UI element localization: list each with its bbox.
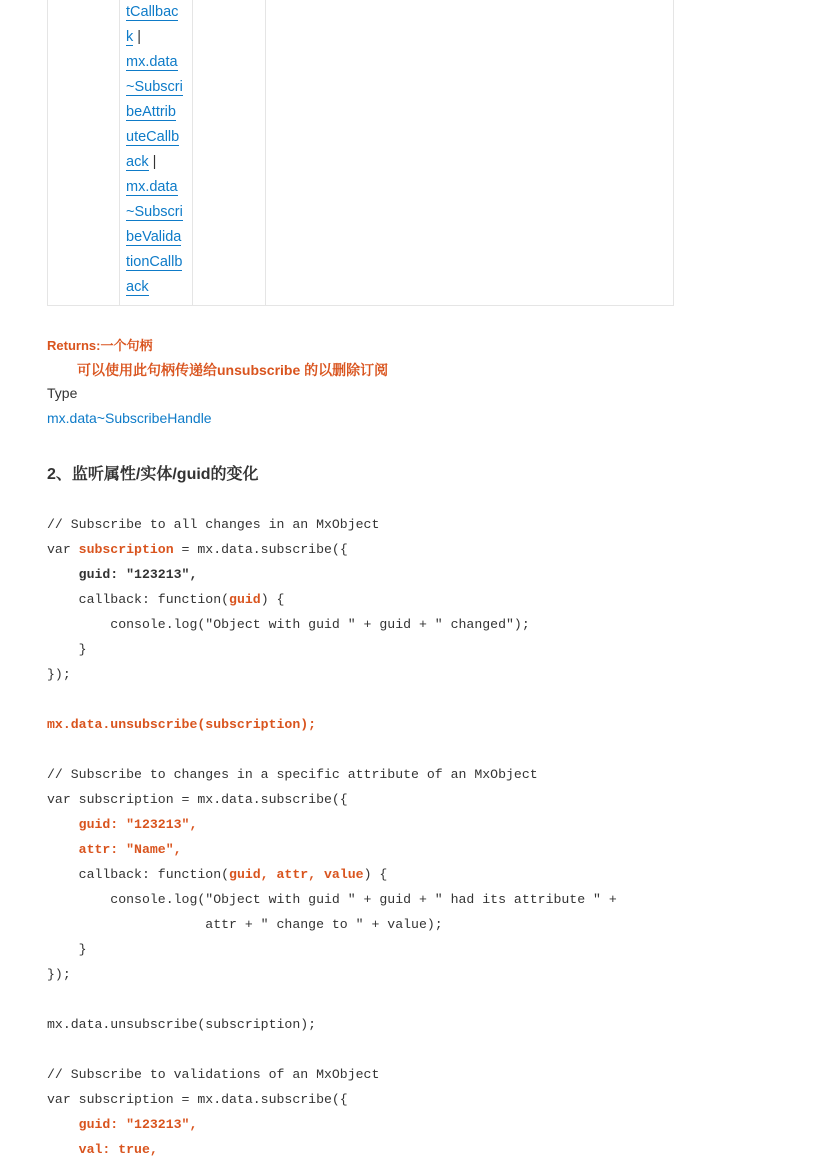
code-line: var subscription = mx.data.subscribe({ bbox=[47, 1092, 348, 1107]
code-line bbox=[47, 987, 617, 1012]
code-line: console.log("Object with guid " + guid + " had its attribute " + bbox=[47, 892, 617, 907]
code-line: } bbox=[47, 942, 87, 957]
table-column-divider bbox=[192, 0, 193, 305]
code-line: // Subscribe to all changes in an MxObject bbox=[47, 517, 380, 532]
code-line: attr: "Name", bbox=[78, 842, 182, 857]
type-value-link[interactable]: mx.data~SubscribeHandle bbox=[47, 410, 212, 426]
returns-title: Returns:一个句柄 bbox=[47, 338, 153, 353]
code-line: guid: "123213", bbox=[78, 1117, 198, 1132]
type-link[interactable]: beAttrib bbox=[126, 104, 176, 120]
link-separator: | bbox=[133, 29, 142, 45]
type-link[interactable]: beValida bbox=[126, 229, 182, 245]
type-link[interactable]: tCallbac bbox=[126, 4, 179, 20]
code-line: guid: "123213", bbox=[78, 817, 198, 832]
code-line: }); bbox=[47, 967, 71, 982]
type-link[interactable]: ack bbox=[126, 279, 149, 295]
returns-description: 可以使用此句柄传递给unsubscribe 的以删除订阅 bbox=[77, 362, 389, 378]
code-line bbox=[47, 1037, 617, 1062]
table-column-divider bbox=[119, 0, 120, 305]
code-line bbox=[47, 737, 617, 762]
code-line bbox=[47, 687, 617, 712]
code-line: var subscription = mx.data.subscribe({ bbox=[47, 792, 348, 807]
code-line: attr + " change to " + value); bbox=[47, 917, 443, 932]
code-line: console.log("Object with guid " + guid + " changed"); bbox=[47, 617, 530, 632]
code-line: } bbox=[47, 642, 87, 657]
code-line: callback: function(guid) { bbox=[47, 592, 285, 607]
type-link[interactable]: ~Subscri bbox=[126, 204, 183, 220]
code-line: callback: function(guid, attr, value) { bbox=[47, 867, 388, 882]
code-line: mx.data.unsubscribe(subscription); bbox=[47, 1017, 317, 1032]
type-link[interactable]: ack bbox=[126, 154, 149, 170]
code-line: }); bbox=[47, 667, 71, 682]
type-link[interactable]: k bbox=[126, 29, 134, 45]
link-separator: | bbox=[148, 154, 157, 170]
code-line: mx.data.unsubscribe(subscription); bbox=[47, 717, 317, 732]
type-link[interactable]: tionCallb bbox=[126, 254, 183, 270]
type-link[interactable]: ~Subscri bbox=[126, 79, 183, 95]
code-line: val: true, bbox=[78, 1142, 158, 1157]
callback-type-links bbox=[126, 0, 192, 300]
code-line: // Subscribe to changes in a specific attribute of an MxObject bbox=[47, 767, 538, 782]
table-column-divider bbox=[265, 0, 266, 305]
type-link[interactable]: mx.data bbox=[126, 54, 178, 70]
type-link[interactable]: uteCallb bbox=[126, 129, 180, 145]
code-line: // Subscribe to validations of an MxObject bbox=[47, 1067, 380, 1082]
type-label: Type bbox=[47, 385, 78, 401]
code-line: var subscription = mx.data.subscribe({ bbox=[47, 542, 348, 557]
code-block bbox=[47, 512, 617, 1162]
parameter-table bbox=[47, 0, 674, 306]
code-line: guid: "123213", bbox=[78, 567, 198, 582]
section-heading: 2、监听属性/实体/guid的变化 bbox=[47, 466, 259, 483]
type-link[interactable]: mx.data bbox=[126, 179, 178, 195]
